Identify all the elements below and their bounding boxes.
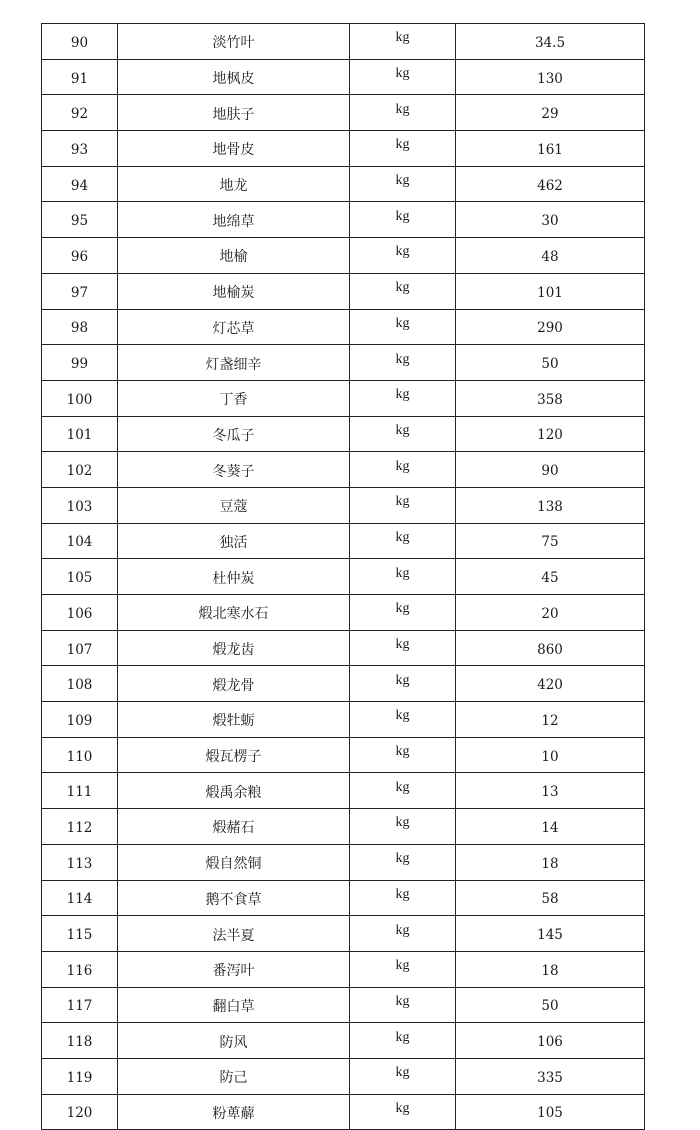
table-row — [42, 1058, 645, 1094]
quantity-cell: 420 — [456, 666, 645, 702]
item-name-cell: 翻白草 — [118, 987, 350, 1023]
quantity-cell: 335 — [456, 1058, 645, 1094]
item-name-cell: 煅北寒水石 — [118, 595, 350, 631]
item-name-cell: 煅赭石 — [118, 809, 350, 845]
item-number-cell: 112 — [42, 809, 118, 845]
quantity-cell: 45 — [456, 559, 645, 595]
unit-cell: kg — [350, 273, 456, 309]
item-name-cell: 煅龙骨 — [118, 666, 350, 702]
quantity-cell: 101 — [456, 273, 645, 309]
item-number-cell: 116 — [42, 951, 118, 987]
item-number-cell: 107 — [42, 630, 118, 666]
unit-cell: kg — [350, 238, 456, 274]
item-name-cell: 粉萆薢 — [118, 1094, 350, 1130]
unit-cell: kg — [350, 595, 456, 631]
quantity-cell: 120 — [456, 416, 645, 452]
item-number-cell: 118 — [42, 1023, 118, 1059]
unit-cell: kg — [350, 737, 456, 773]
item-number-cell: 109 — [42, 702, 118, 738]
item-number-cell: 108 — [42, 666, 118, 702]
table-row — [42, 202, 645, 238]
table-row — [42, 630, 645, 666]
unit-cell: kg — [350, 59, 456, 95]
table-row — [42, 416, 645, 452]
item-number-cell: 94 — [42, 166, 118, 202]
unit-cell: kg — [350, 916, 456, 952]
item-name-cell: 灯盏细辛 — [118, 345, 350, 381]
quantity-cell: 10 — [456, 737, 645, 773]
item-name-cell: 煅禹余粮 — [118, 773, 350, 809]
table-row — [42, 380, 645, 416]
quantity-cell: 75 — [456, 523, 645, 559]
item-number-cell: 97 — [42, 273, 118, 309]
quantity-cell: 29 — [456, 95, 645, 131]
table-row — [42, 987, 645, 1023]
quantity-cell: 14 — [456, 809, 645, 845]
item-name-cell: 独活 — [118, 523, 350, 559]
quantity-cell: 105 — [456, 1094, 645, 1130]
item-name-cell: 淡竹叶 — [118, 24, 350, 60]
quantity-cell: 12 — [456, 702, 645, 738]
table-row — [42, 809, 645, 845]
unit-cell: kg — [350, 951, 456, 987]
quantity-cell: 860 — [456, 630, 645, 666]
item-number-cell: 100 — [42, 380, 118, 416]
item-name-cell: 冬瓜子 — [118, 416, 350, 452]
unit-cell: kg — [350, 1058, 456, 1094]
unit-cell: kg — [350, 559, 456, 595]
item-name-cell: 防风 — [118, 1023, 350, 1059]
unit-cell: kg — [350, 309, 456, 345]
item-number-cell: 98 — [42, 309, 118, 345]
quantity-cell: 90 — [456, 452, 645, 488]
unit-cell: kg — [350, 844, 456, 880]
item-number-cell: 105 — [42, 559, 118, 595]
quantity-cell: 462 — [456, 166, 645, 202]
quantity-cell: 30 — [456, 202, 645, 238]
quantity-cell: 290 — [456, 309, 645, 345]
item-number-cell: 119 — [42, 1058, 118, 1094]
unit-cell: kg — [350, 773, 456, 809]
item-name-cell: 地榆 — [118, 238, 350, 274]
item-number-cell: 93 — [42, 131, 118, 167]
item-number-cell: 103 — [42, 487, 118, 523]
table-row — [42, 951, 645, 987]
item-name-cell: 杜仲炭 — [118, 559, 350, 595]
item-name-cell: 煅牡蛎 — [118, 702, 350, 738]
table-row — [42, 345, 645, 381]
item-name-cell: 灯芯草 — [118, 309, 350, 345]
inventory-table — [41, 23, 645, 1130]
item-name-cell: 煅瓦楞子 — [118, 737, 350, 773]
quantity-cell: 161 — [456, 131, 645, 167]
item-name-cell: 鹅不食草 — [118, 880, 350, 916]
quantity-cell: 18 — [456, 844, 645, 880]
item-name-cell: 地骨皮 — [118, 131, 350, 167]
quantity-cell: 106 — [456, 1023, 645, 1059]
item-name-cell: 豆蔻 — [118, 487, 350, 523]
table-row — [42, 166, 645, 202]
item-number-cell: 92 — [42, 95, 118, 131]
unit-cell: kg — [350, 345, 456, 381]
item-number-cell: 91 — [42, 59, 118, 95]
quantity-cell: 50 — [456, 987, 645, 1023]
quantity-cell: 34.5 — [456, 24, 645, 60]
item-name-cell: 丁香 — [118, 380, 350, 416]
unit-cell: kg — [350, 416, 456, 452]
unit-cell: kg — [350, 95, 456, 131]
unit-cell: kg — [350, 487, 456, 523]
item-number-cell: 115 — [42, 916, 118, 952]
quantity-cell: 145 — [456, 916, 645, 952]
table-row — [42, 523, 645, 559]
unit-cell: kg — [350, 666, 456, 702]
item-name-cell: 冬葵子 — [118, 452, 350, 488]
item-name-cell: 煅自然铜 — [118, 844, 350, 880]
quantity-cell: 138 — [456, 487, 645, 523]
item-number-cell: 114 — [42, 880, 118, 916]
quantity-cell: 18 — [456, 951, 645, 987]
item-name-cell: 地绵草 — [118, 202, 350, 238]
unit-cell: kg — [350, 202, 456, 238]
table-row — [42, 737, 645, 773]
quantity-cell: 358 — [456, 380, 645, 416]
item-number-cell: 120 — [42, 1094, 118, 1130]
table-row — [42, 916, 645, 952]
table-row — [42, 666, 645, 702]
unit-cell: kg — [350, 1094, 456, 1130]
quantity-cell: 130 — [456, 59, 645, 95]
item-name-cell: 地肤子 — [118, 95, 350, 131]
item-number-cell: 95 — [42, 202, 118, 238]
table-row — [42, 95, 645, 131]
item-number-cell: 110 — [42, 737, 118, 773]
item-name-cell: 番泻叶 — [118, 951, 350, 987]
quantity-cell: 48 — [456, 238, 645, 274]
table-row — [42, 24, 645, 60]
item-name-cell: 地龙 — [118, 166, 350, 202]
unit-cell: kg — [350, 380, 456, 416]
item-name-cell: 煅龙齿 — [118, 630, 350, 666]
unit-cell: kg — [350, 452, 456, 488]
quantity-cell: 13 — [456, 773, 645, 809]
table-row — [42, 559, 645, 595]
table-row — [42, 595, 645, 631]
item-number-cell: 102 — [42, 452, 118, 488]
table-body — [42, 24, 645, 1130]
item-number-cell: 113 — [42, 844, 118, 880]
table-row — [42, 844, 645, 880]
table-row — [42, 273, 645, 309]
quantity-cell: 50 — [456, 345, 645, 381]
item-name-cell: 防己 — [118, 1058, 350, 1094]
table-row — [42, 1094, 645, 1130]
item-number-cell: 99 — [42, 345, 118, 381]
unit-cell: kg — [350, 880, 456, 916]
item-name-cell: 地枫皮 — [118, 59, 350, 95]
unit-cell: kg — [350, 523, 456, 559]
unit-cell: kg — [350, 166, 456, 202]
item-number-cell: 104 — [42, 523, 118, 559]
item-number-cell: 90 — [42, 24, 118, 60]
table-row — [42, 1023, 645, 1059]
item-number-cell: 101 — [42, 416, 118, 452]
unit-cell: kg — [350, 24, 456, 60]
table-row — [42, 773, 645, 809]
table-row — [42, 487, 645, 523]
quantity-cell: 20 — [456, 595, 645, 631]
unit-cell: kg — [350, 131, 456, 167]
item-number-cell: 106 — [42, 595, 118, 631]
table-row — [42, 59, 645, 95]
table-row — [42, 238, 645, 274]
table-row — [42, 702, 645, 738]
item-number-cell: 117 — [42, 987, 118, 1023]
unit-cell: kg — [350, 1023, 456, 1059]
table-row — [42, 309, 645, 345]
item-name-cell: 地榆炭 — [118, 273, 350, 309]
unit-cell: kg — [350, 987, 456, 1023]
quantity-cell: 58 — [456, 880, 645, 916]
unit-cell: kg — [350, 809, 456, 845]
table-row — [42, 131, 645, 167]
table-row — [42, 880, 645, 916]
unit-cell: kg — [350, 702, 456, 738]
unit-cell: kg — [350, 630, 456, 666]
item-name-cell: 法半夏 — [118, 916, 350, 952]
table-row — [42, 452, 645, 488]
item-number-cell: 111 — [42, 773, 118, 809]
item-number-cell: 96 — [42, 238, 118, 274]
